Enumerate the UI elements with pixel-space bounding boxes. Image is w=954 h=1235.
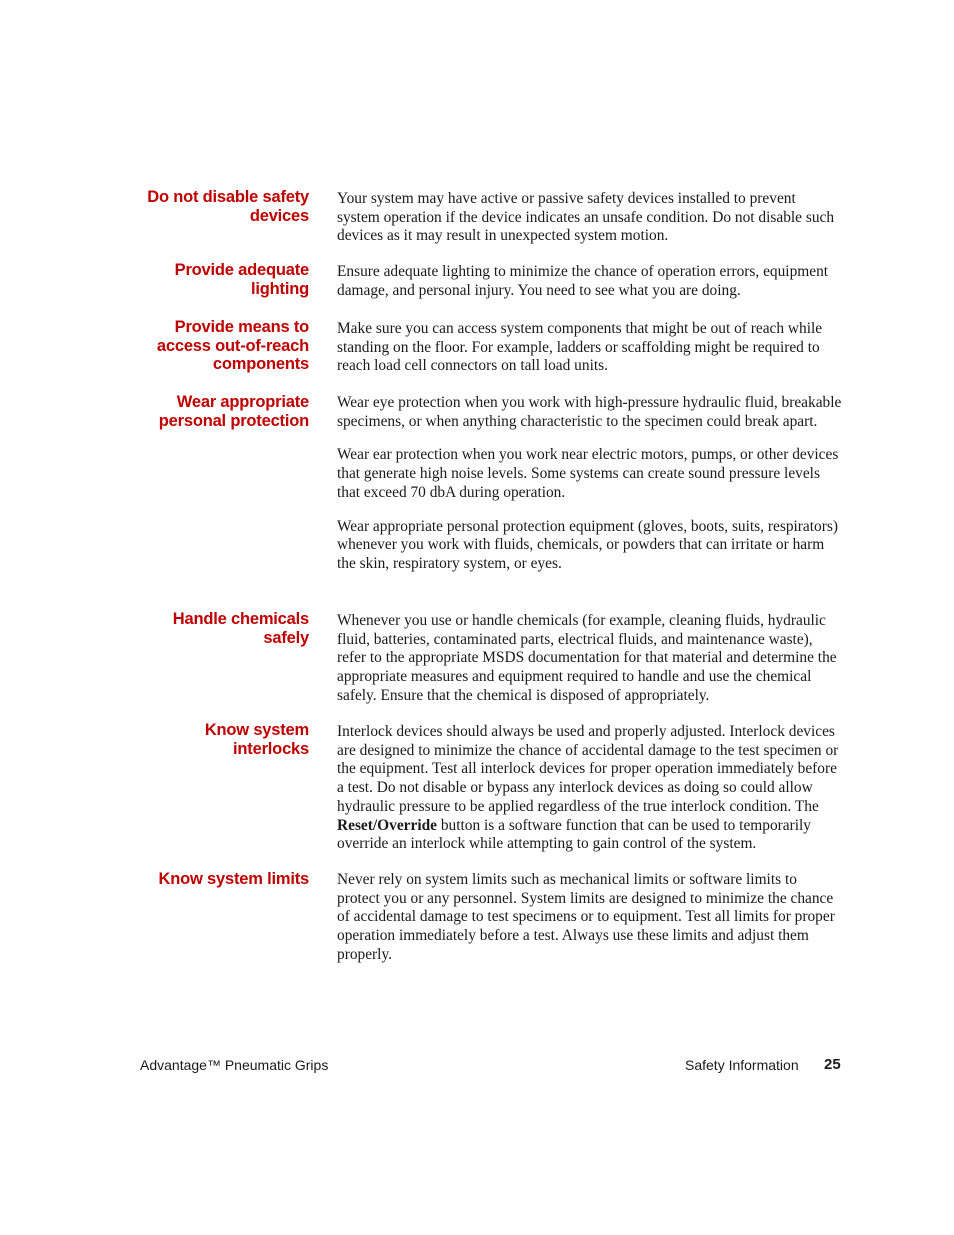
section-body <box>337 394 842 589</box>
heading-line: lighting <box>251 279 309 298</box>
section-heading <box>130 610 309 647</box>
paragraph-text: button is a software function that can be used to temporarily override an interlock while attempting to gain control of the system. <box>337 816 811 853</box>
paragraph: Wear ear protection when you work near electric motors, pumps, or other devices that generate high noise levels. Some systems can create sound pressure levels that exceed 70 dbA during operation. <box>337 446 839 501</box>
section-heading <box>130 318 309 374</box>
heading-line: devices <box>249 206 309 225</box>
heading-line: components <box>212 355 309 373</box>
heading-line: access out-of-reach <box>156 336 309 355</box>
paragraph: Wear eye protection when you work with high-pressure hydraulic fluid, breakable specimens, or when anything characteristic to the specimen could break apart. <box>337 394 842 430</box>
heading-line: Wear appropriate <box>176 393 309 411</box>
paragraph: Never rely on system limits such as mechanical limits or software limits to protect you or any personnel. System limits are designed to minimize the chance of accidental damage to test specimens or to equipment. Test all limits for proper operation immediately before a test. Always use these limits and adjust them properly. <box>337 871 835 963</box>
section-body <box>337 320 842 391</box>
heading-line: Know system limits <box>158 870 309 888</box>
heading-line: Handle chemicals <box>172 610 309 628</box>
paragraph <box>337 723 842 854</box>
paragraph-text: Interlock devices should always be used and properly adjusted. Interlock devices are designed to minimize the chance of accidental damage to the test specimen or the equipment. Test all interlock devices for proper operation immediately before a test. Do not disable or bypass any interlock devices as doing so could allow hydraulic pressure to be applied regardless of the true interlock condition. The <box>337 723 839 815</box>
paragraph: Whenever you use or handle chemicals (for example, cleaning fluids, hydraulic fluid, batteries, contaminated parts, electrical fluids, and maintenance waste), refer to the appropriate MSDS documentation for that material and determine the appropriate measures and equipment required to handle and use the chemical safely. Ensure that the chemical is disposed of appropriately. <box>337 612 837 704</box>
section-heading <box>130 188 309 225</box>
heading-line: Know system <box>204 721 309 739</box>
section-body <box>337 871 842 980</box>
section-body <box>337 190 842 261</box>
section-heading <box>130 393 309 430</box>
heading-line: Do not disable safety <box>147 188 309 206</box>
paragraph: Your system may have active or passive safety devices installed to prevent system operation if the device indicates an unsafe condition. Do not disable such devices as it may result in unexpected system motion. <box>337 190 835 245</box>
heading-line: Provide adequate <box>174 261 309 279</box>
paragraph: Wear appropriate personal protection equipment (gloves, boots, suits, respirators) whenever you work with fluids, chemicals, or powders that can irritate or harm the skin, respiratory system, or eyes. <box>337 517 838 572</box>
footer-page-number: 25 <box>824 1056 841 1073</box>
section-heading <box>130 261 309 298</box>
footer-chapter-title: Safety Information <box>685 1057 799 1073</box>
section-body <box>337 263 842 315</box>
section-heading <box>130 721 309 758</box>
heading-line: interlocks <box>233 739 309 758</box>
heading-line: Provide means to <box>174 318 309 336</box>
section-body <box>337 723 842 869</box>
section-body <box>337 612 842 721</box>
heading-line: safely <box>263 628 309 647</box>
reset-override-term: Reset/Override <box>337 816 437 834</box>
paragraph: Ensure adequate lighting to minimize the chance of operation errors, equipment damage, and personal injury. You need to see what you are doing. <box>337 263 829 299</box>
section-heading <box>130 870 309 889</box>
footer-document-title: Advantage™ Pneumatic Grips <box>140 1057 329 1073</box>
heading-line: personal protection <box>158 411 309 430</box>
paragraph: Make sure you can access system components that might be out of reach while standing on the floor. For example, ladders or scaffolding might be required to reach load cell connectors on tall load units. <box>337 320 823 375</box>
